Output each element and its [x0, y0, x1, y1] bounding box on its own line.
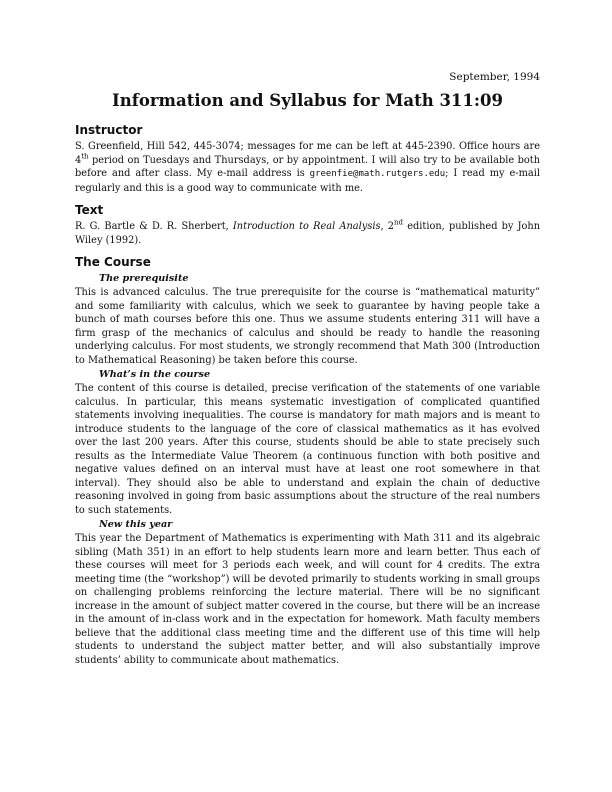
text-paragraph: [75, 220, 540, 247]
text-authors: R. G. Bartle & D. R. Sherbert,: [75, 221, 233, 232]
text-edition-pre: , 2: [380, 221, 395, 232]
instructor-heading: Instructor: [75, 123, 143, 137]
instructor-sup: th: [81, 152, 89, 161]
document-date: September, 1994: [449, 71, 540, 83]
instructor-text-1: S. Greenfield, Hill 542, 445-3074; messages for me can be left at 445-2390. Office hours are 4: [75, 141, 540, 166]
whats-in-course-subheading: What’s in the course: [99, 369, 211, 380]
whats-in-course-paragraph: The content of this course is detailed, precise verification of the statements of one variable calculus. In particular, this means systematic investigation of complicated quantified statements involving inequalities. The course is mandatory for math majors and is meant to introduce students to the language of the core of classical mathematics as it has evolved over the last 200 years. After this course, students should be able to state precisely such results as the Intermediate Value Theorem (a continuous function with both positive and negative values defined on an interval must have at least one root somewhere in that interval). They should also be able to understand and explain the chain of deductive reasoning involved in going from basic assumptions about the structure of the real numbers to such statements.: [75, 383, 540, 516]
document-page: [75, 70, 540, 667]
instructor-paragraph: [75, 140, 540, 195]
instructor-email: greenfie@math.rutgers.edu: [309, 169, 446, 179]
instructor-text-2: period on Tuesdays and Thursdays, or by appointment. I will also try to be available both before and after class. My e-mail address is: [75, 154, 540, 179]
new-this-year-subheading: New this year: [99, 519, 173, 530]
text-edition-sup: nd: [394, 218, 404, 227]
prerequisite-paragraph: This is advanced calculus. The true prerequisite for the course is “mathematical maturity” and some familiarity with calculus, which we seek to guarantee by having people take a bunch of math courses before this one. Thus we assume students entering 311 will have a firm grasp of the mechanics of calculus and should be ready to handle the reasoning underlying calculus. For most students, we strongly recommend that Math 300 (Introduction to Mathematical Reasoning) be taken before this course.: [75, 287, 540, 366]
text-book-title: Introduction to Real Analysis: [232, 221, 381, 232]
course-heading: The Course: [75, 255, 151, 269]
text-edition-post: edition, published by John Wiley (1992).: [75, 221, 541, 246]
new-this-year-paragraph: This year the Department of Mathematics is experimenting with Math 311 and its algebraic sibling (Math 351) in an effort to help students learn more and learn better. Thus each of these courses will meet for 3 periods each week, and will count for 4 credits. The extra meeting time (the “workshop”) will be devoted primarily to students working in small groups on challenging problems reinforcing the lecture material. There will be no significant increase in the amount of subject matter covered in the course, but there will be an increase in the amount of in-class work and in the expectation for homework. Math faculty members believe that the additional class meeting time and the different use of this time will help students to understand the subject matter better, and will also substantially improve students’ ability to communicate about mathematics.: [75, 533, 540, 666]
prerequisite-subheading: The prerequisite: [99, 273, 189, 284]
instructor-text-3: ; I read my e-mail regularly and this is a good way to communicate with me.: [75, 168, 540, 194]
text-heading: Text: [75, 203, 104, 217]
page-title: Information and Syllabus for Math 311:09: [112, 91, 503, 110]
